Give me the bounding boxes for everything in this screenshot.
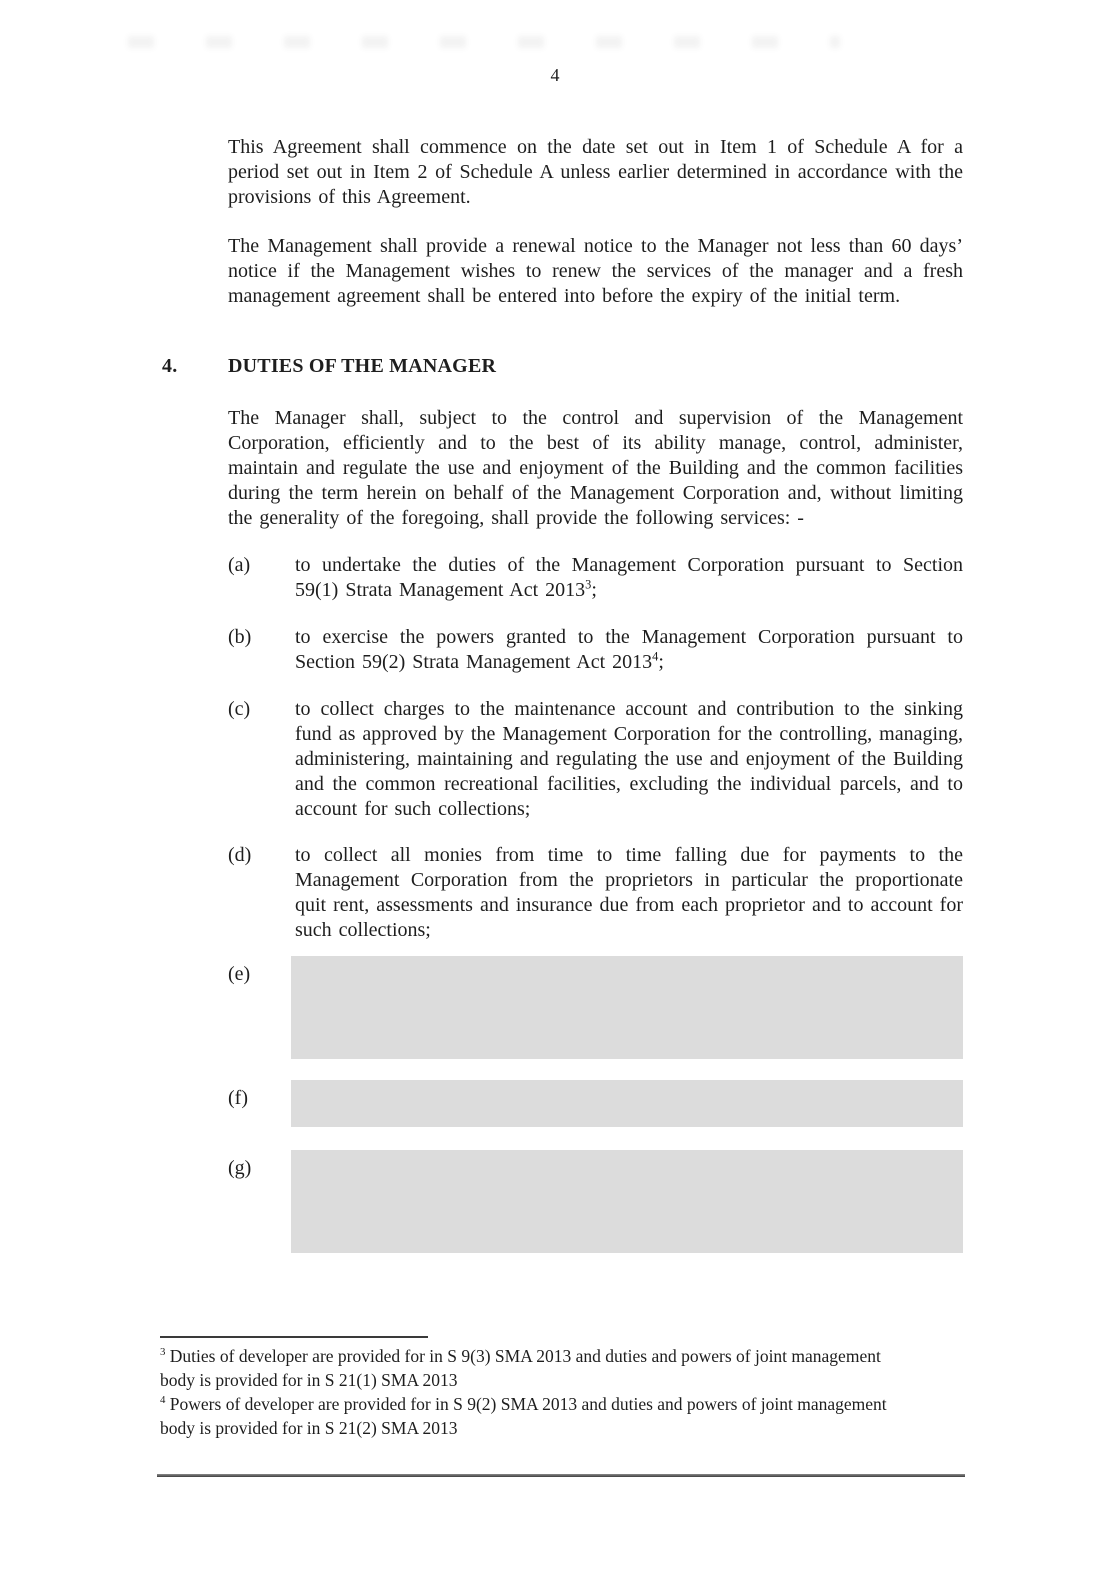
item-text-body: to undertake the duties of the Management Corporation pursuant to Section 59(1) Strata Management Act 2013 xyxy=(295,554,963,601)
list-item-a xyxy=(228,553,963,603)
item-text xyxy=(295,553,963,603)
item-label: (f) xyxy=(228,1087,248,1109)
page-number: 4 xyxy=(550,65,560,85)
redaction-block xyxy=(291,1080,963,1127)
item-text xyxy=(295,625,963,675)
section-title: DUTIES OF THE MANAGER xyxy=(228,355,497,377)
item-text-tail: ; xyxy=(591,579,597,601)
footnote-ref-superscript: 4 xyxy=(652,649,659,664)
footnote-line: body is provided for in S 21(1) SMA 2013 xyxy=(160,1370,458,1390)
footnote-line xyxy=(160,1344,960,1368)
item-text: to collect all monies from time to time falling due for payments to the Management Corporation from the proprietors in particular the proportionate quit rent, assessments and insurance due from each proprietor and to account for such collections; xyxy=(295,844,963,941)
list-item-e xyxy=(228,956,963,1059)
page-body xyxy=(162,135,963,1253)
scan-artifact xyxy=(128,36,840,48)
item-text-tail: ; xyxy=(658,651,664,673)
list-item-d xyxy=(228,843,963,943)
item-label: (b) xyxy=(228,626,252,648)
list-item-b xyxy=(228,625,963,675)
list-item-f xyxy=(228,1080,963,1127)
section-heading xyxy=(162,353,963,379)
footnote-4 xyxy=(160,1392,960,1440)
item-label: (e) xyxy=(228,963,251,985)
paragraph-commencement: This Agreement shall commence on the date set out in Item 1 of Schedule A for a period set out in Item 2 of Schedule A unless earlier determined in accordance with the provisions of this Agreement. xyxy=(228,136,963,208)
item-label: (c) xyxy=(228,698,251,720)
footnote-text: Duties of developer are provided for in S 9(3) SMA 2013 and duties and powers of joint management xyxy=(169,1346,881,1366)
footnote-ref-superscript: 3 xyxy=(585,577,592,592)
footnote-line: body is provided for in S 21(2) SMA 2013 xyxy=(160,1418,458,1438)
section-intro: The Manager shall, subject to the control and supervision of the Management Corporation, efficiently and to the best of its ability manage, control, administer, maintain and regulate the use and enjoyment of the Building and the common facilities during the term herein on behalf of the Management Corporation and, without limiting the generality of the foregoing, shall provide the following services: - xyxy=(228,407,963,529)
page-bottom-rule xyxy=(157,1474,965,1477)
footnote-text: Powers of developer are provided for in S 9(2) SMA 2013 and duties and powers of joint management xyxy=(169,1394,887,1414)
item-label: (g) xyxy=(228,1157,252,1179)
item-label: (a) xyxy=(228,554,251,576)
section-number: 4. xyxy=(162,355,178,377)
list-item-c xyxy=(228,697,963,822)
footnote-3 xyxy=(160,1344,960,1392)
redaction-block xyxy=(291,1150,963,1253)
redaction-block xyxy=(291,956,963,1059)
item-text: to collect charges to the maintenance account and contribution to the sinking fund as approved by the Management Corporation for the controlling, managing, administering, maintaining and regulating the use and enjoyment of the Building and the common recreational facilities, excluding the individual parcels, and to account for such collections; xyxy=(295,698,963,820)
footnote-line xyxy=(160,1392,960,1416)
list-item-g xyxy=(228,1150,963,1253)
footnote-separator xyxy=(160,1336,428,1338)
footnote-marker: 3 xyxy=(160,1346,166,1359)
item-label: (d) xyxy=(228,844,252,866)
footnotes xyxy=(160,1344,960,1440)
footnote-marker: 4 xyxy=(160,1394,166,1407)
item-text-body: to exercise the powers granted to the Management Corporation pursuant to Section 59(2) Strata Management Act 2013 xyxy=(295,626,963,673)
paragraph-renewal-notice: The Management shall provide a renewal notice to the Manager not less than 60 days’ notice if the Management wishes to renew the services of the manager and a fresh management agreement shall be entered into before the expiry of the initial term. xyxy=(228,235,963,307)
